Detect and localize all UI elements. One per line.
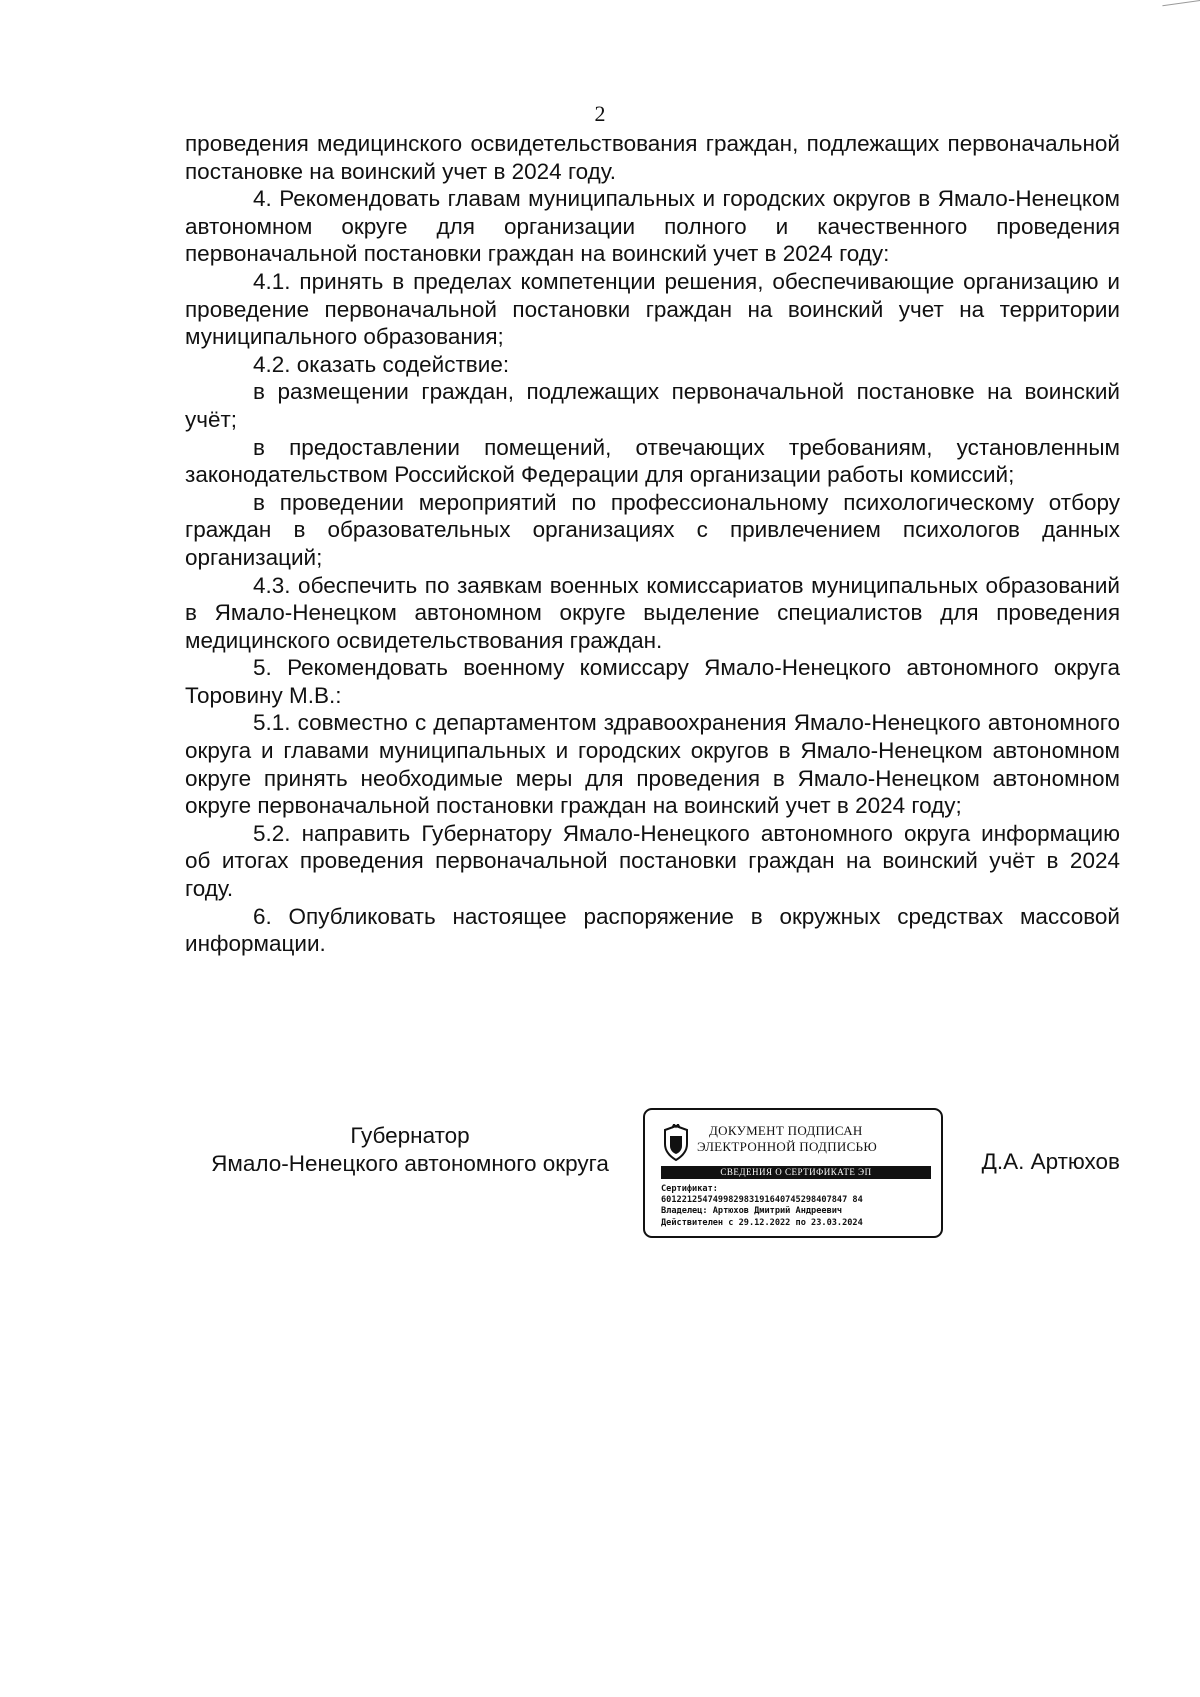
paragraph-item-5-1: 5.1. совместно с департаментом здравоохранения Ямало-Ненецкого автономного округа и главами муниципальных и городских округов в Ямало-Ненецком автономном округе принять необходимые меры для проведения в Ямало-Ненецком автономном округе первоначальной постановки граждан на воинский учет в 2024 году; [185,710,1120,819]
page-number: 2 [594,101,606,126]
electronic-signature-stamp [643,1108,943,1238]
signatory-name: Д.А. Артюхов [981,1149,1120,1174]
scan-edge-mark [1162,0,1200,9]
coat-of-arms-icon [661,1124,691,1162]
signatory-title-line2: Ямало-Ненецкого автономного округа [211,1151,609,1176]
paragraph-item-5: 5. Рекомендовать военному комиссару Ямало-Ненецкого автономного округа Торовину М.В.: [185,655,1120,708]
stamp-header-line2: ЭЛЕКТРОННОЙ ПОДПИСЬЮ [697,1139,877,1154]
signatory-title-line1: Губернатор [350,1123,470,1148]
paragraph-item-6: 6. Опубликовать настоящее распоряжение в окружных средствах массовой информации. [185,903,1120,957]
stamp-certificate-details [661,1184,939,1229]
paragraph-item-5-2: 5.2. направить Губернатору Ямало-Ненецкого автономного округа информацию об итогах проведения первоначальной постановки граждан на воинский учёт в 2024 году. [185,820,1120,902]
document-body [185,130,1120,958]
paragraph-item-4-3: 4.3. обеспечить по заявкам военных комиссариатов муниципальных образований в Ямало-Ненецком автономном округе выделение специалистов для проведения медицинского освидетельствования граждан. [185,572,1120,653]
paragraph-item-4-2: 4.2. оказать содействие: [253,351,510,377]
stamp-certificate-bar: СВЕДЕНИЯ О СЕРТИФИКАТЕ ЭП [661,1166,931,1179]
paragraph-item-4: 4. Рекомендовать главам муниципальных и городских округов в Ямало-Ненецком автономном округе для организации полного и качественного проведения первоначальной постановки граждан на воинский учет в 2024 году: [185,186,1120,267]
stamp-header [697,1123,937,1155]
paragraph-continuation: проведения медицинского освидетельствования граждан, подлежащих первоначальной постановке на воинский учет в 2024 году. [185,131,1120,184]
paragraph-assist-psychology: в проведении мероприятий по профессиональному психологическому отбору граждан в образовательных организациях с привлечением психологов данных организаций; [185,489,1120,570]
certificate-number: 601221254749982983191640745298407847 84 [661,1195,863,1206]
paragraph-item-4-1: 4.1. принять в пределах компетенции решения, обеспечивающие организацию и проведение первоначальной постановки граждан на воинский учет на территории муниципального образования; [185,268,1120,350]
stamp-header-line1: ДОКУМЕНТ ПОДПИСАН [709,1123,863,1138]
paragraph-assist-placement: в размещении граждан, подлежащих первоначальной постановке на воинский учёт; [185,379,1120,432]
signatory-title [185,1122,635,1178]
certificate-owner: Владелец: Артюхов Дмитрий Андреевич [661,1206,843,1217]
paragraph-assist-premises: в предоставлении помещений, отвечающих требованиям, установленным законодательством Российской Федерации для организации работы комиссий; [185,434,1120,488]
certificate-label: Сертификат: [661,1184,718,1194]
certificate-validity: Действителен с 29.12.2022 по 23.03.2024 [661,1217,863,1228]
